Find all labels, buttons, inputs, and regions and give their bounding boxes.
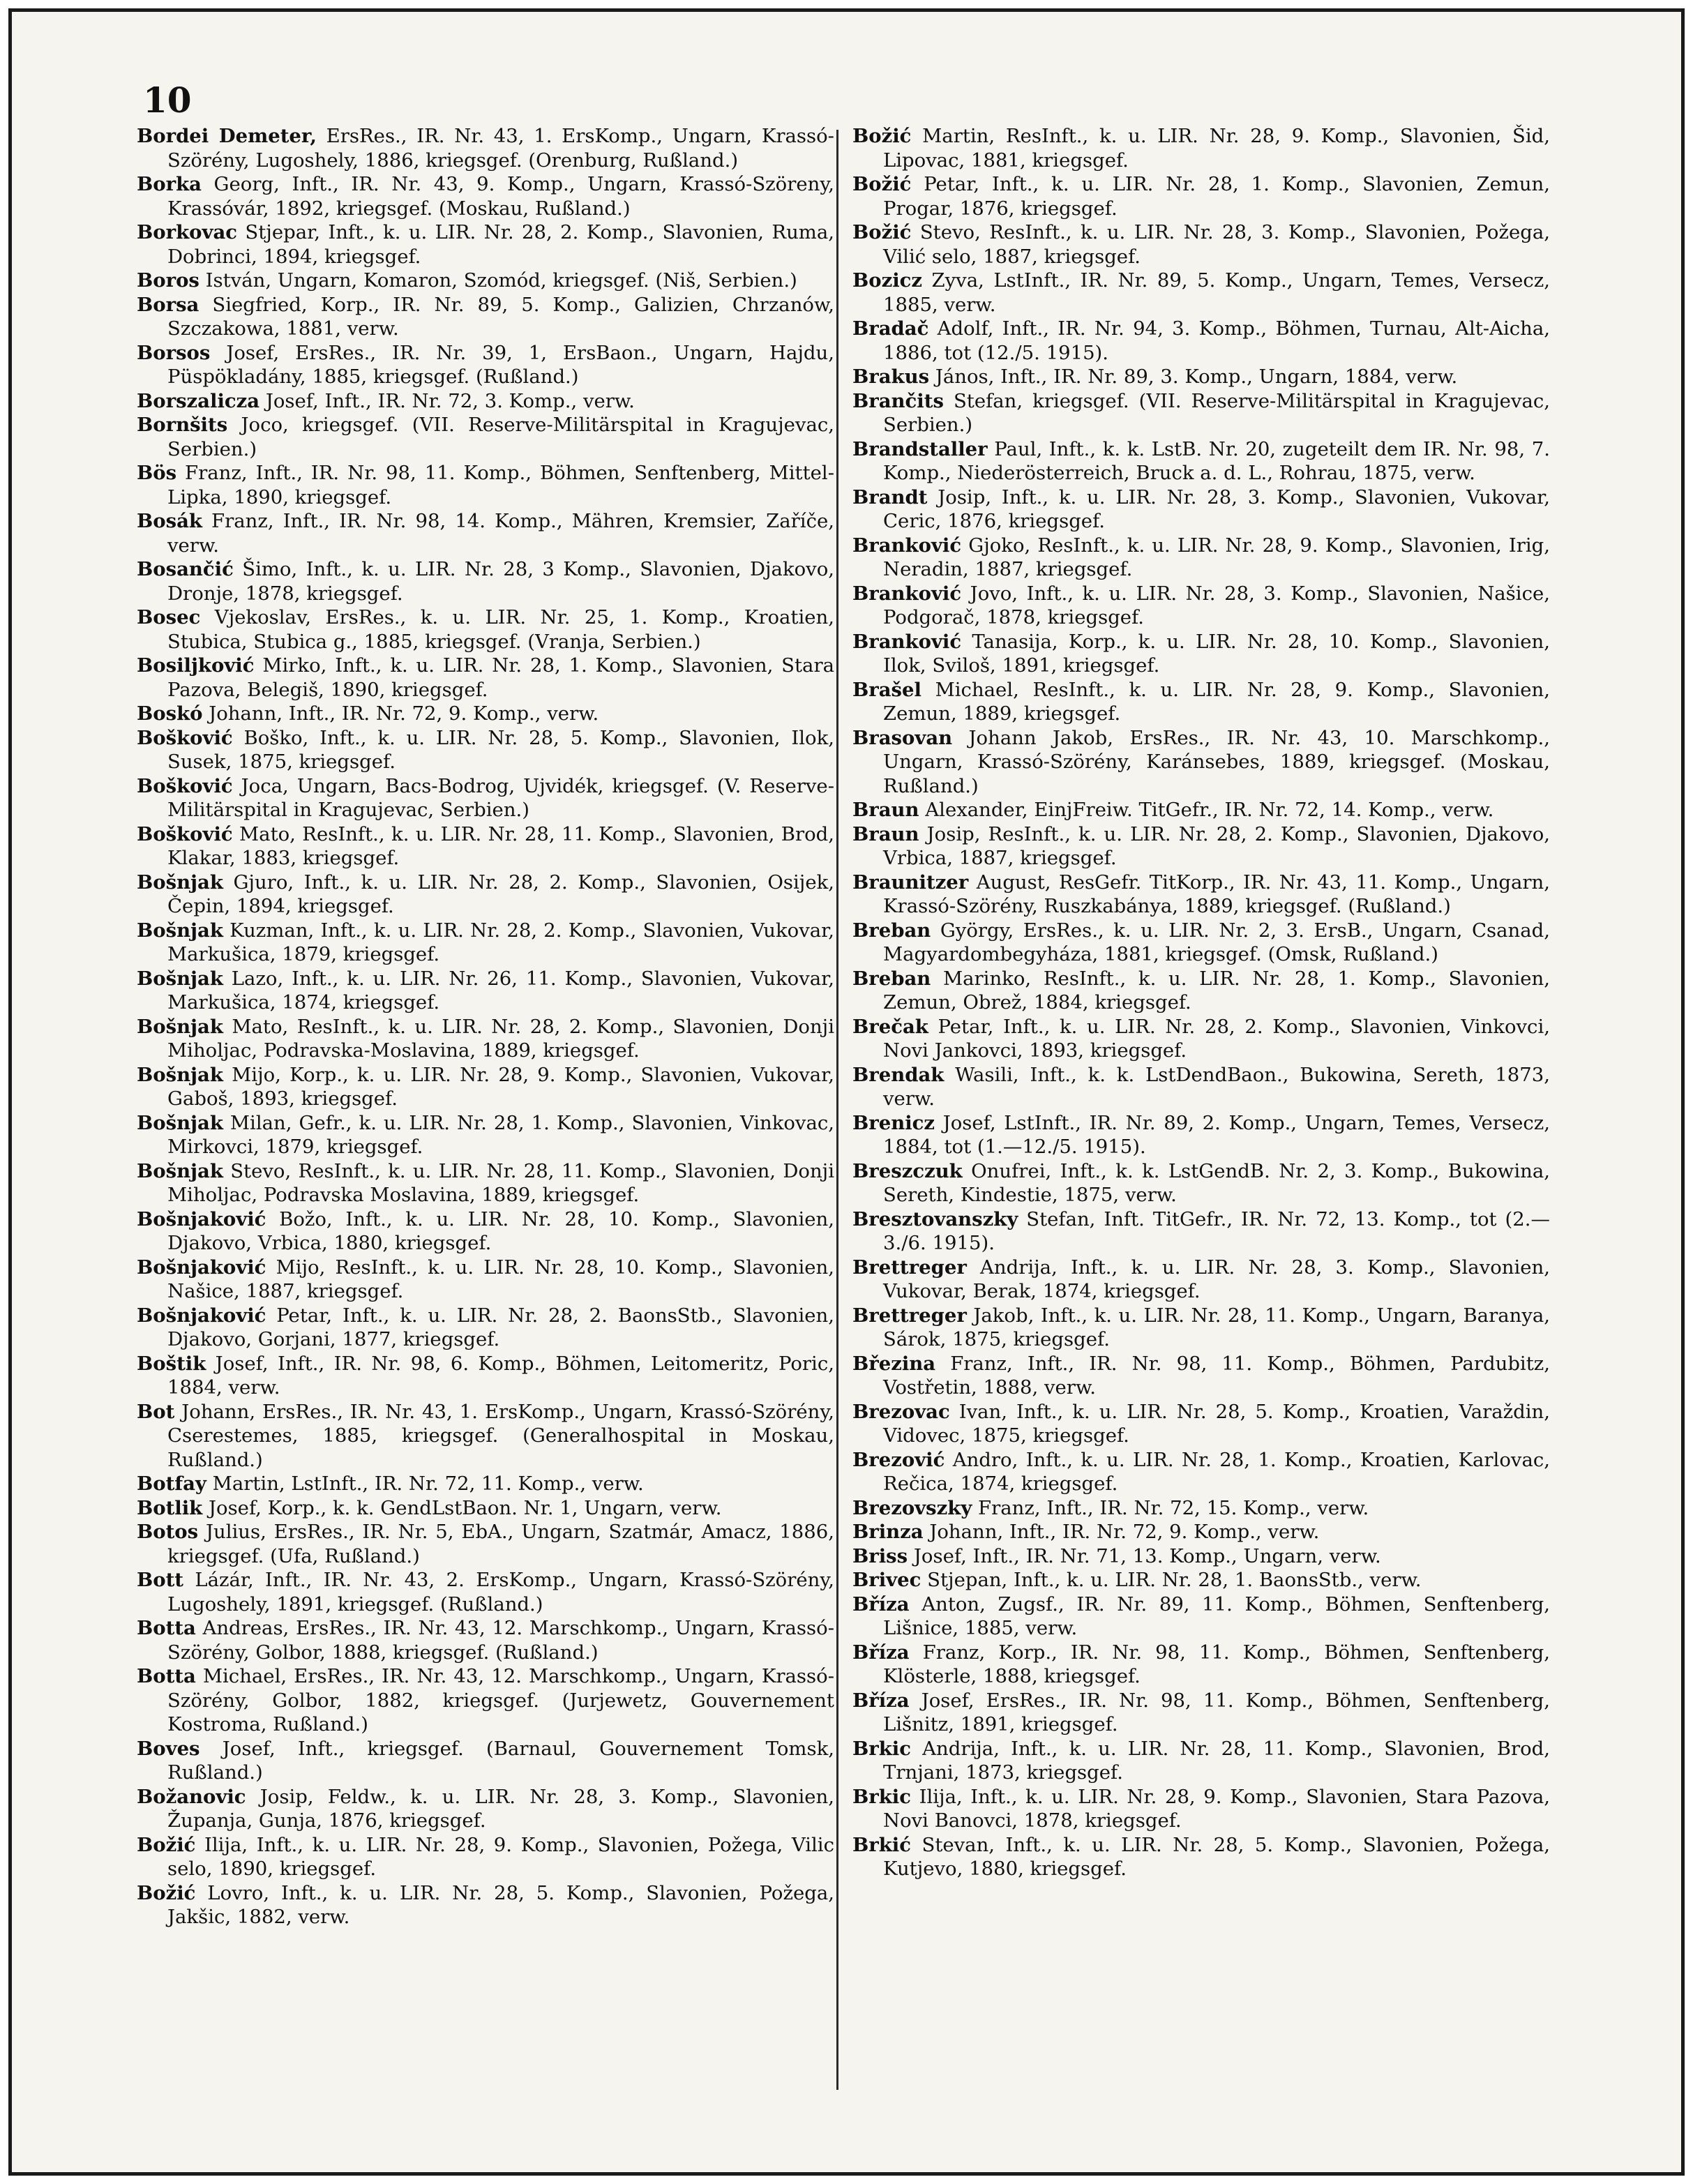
- entry-details: Johann, ErsRes., IR. Nr. 43, 1. ErsKomp., Ungarn, Krassó-Szörény, Cserestemes, 1885, kriegsgef. (Generalhospital in Moskau, Rußland.): [167, 1400, 834, 1471]
- register-entry: [137, 605, 834, 654]
- register-entry: [137, 293, 834, 341]
- register-entry: [137, 1207, 834, 1256]
- register-entry: [852, 630, 1550, 678]
- entry-surname: Brandt: [852, 485, 928, 509]
- entry-surname: Bošnjak: [137, 1111, 223, 1134]
- entry-surname: Božić: [852, 125, 912, 147]
- entry-surname: Božić: [852, 221, 912, 243]
- entry-surname: Březina: [852, 1352, 936, 1375]
- register-entry: [852, 1304, 1550, 1352]
- entry-details: Petar, Inft., k. u. LIR. Nr. 28, 2. Komp., Slavonien, Vinkovci, Novi Jankovci, 1893, kriegsgef.: [883, 1015, 1550, 1062]
- register-entry: [852, 1520, 1550, 1544]
- entry-details: Josip, ResInft., k. u. LIR. Nr. 28, 2. Komp., Slavonien, Djakovo, Vrbica, 1887, kriegsgef.: [883, 822, 1550, 869]
- entry-surname: Bošnjak: [137, 871, 223, 894]
- entry-details: Mato, ResInft., k. u. LIR. Nr. 28, 11. Komp., Slavonien, Brod, Klakar, 1883, kriegsgef.: [167, 822, 834, 869]
- entry-details: Stefan, kriegsgef. (VII. Reserve-Militärspital in Kragujevac, Serbien.): [883, 389, 1550, 436]
- entry-details: Paul, Inft., k. k. LstB. Nr. 20, zugeteilt dem IR. Nr. 98, 7. Komp., Niederösterreich, Bruck a. d. L., Rohrau, 1875, verw.: [883, 437, 1550, 484]
- register-entry: [852, 582, 1550, 630]
- entry-surname: Bošnjak: [137, 1015, 223, 1038]
- entry-surname: Brkic: [852, 1737, 911, 1760]
- entry-details: Siegfried, Korp., IR. Nr. 89, 5. Komp., Galizien, Chrzanów, Szczakowa, 1881, verw.: [167, 293, 834, 340]
- register-entry: [137, 172, 834, 220]
- register-entry: [137, 341, 834, 389]
- register-entry: [137, 1568, 834, 1616]
- entry-surname: Brkić: [852, 1833, 911, 1856]
- entry-surname: Borsa: [137, 293, 200, 316]
- entry-surname: Bošnjaković: [137, 1304, 266, 1327]
- entry-surname: Botta: [137, 1665, 196, 1687]
- entry-details: Josef, ErsRes., IR. Nr. 39, 1, ErsBaon., Ungarn, Hajdu, Püspökladány, 1885, kriegsgef. (Rußland.): [167, 341, 834, 388]
- entry-details: Johann Jakob, ErsRes., IR. Nr. 43, 10. Marschkomp., Ungarn, Krassó-Szörény, Karánsebes, 1889, kriegsgef. (Moskau, Rußland.): [883, 726, 1550, 797]
- entry-surname: Brašel: [852, 678, 921, 701]
- register-entry: [137, 726, 834, 774]
- register-entry: [137, 702, 834, 726]
- entry-surname: Brandstaller: [852, 437, 988, 460]
- entry-details: Josip, Feldw., k. u. LIR. Nr. 28, 3. Komp., Slavonien, Županja, Gunja, 1876, kriegsgef.: [167, 1785, 834, 1832]
- entry-surname: Braun: [852, 799, 919, 821]
- register-entry: [852, 172, 1550, 220]
- entry-details: Andreas, ErsRes., IR. Nr. 43, 12. Marschkomp., Ungarn, Krassó-Szörény, Golbor, 1888, kriegsgef. (Rußland.): [167, 1617, 834, 1664]
- entry-details: Josef, Inft., IR. Nr. 71, 13. Komp., Ungarn, verw.: [908, 1544, 1381, 1567]
- entry-details: Mijo, ResInft., k. u. LIR. Nr. 28, 10. Komp., Slavonien, Našice, 1887, kriegsgef.: [167, 1256, 834, 1302]
- register-entry: [852, 822, 1550, 871]
- register-entry: [137, 774, 834, 822]
- entry-details: Andrija, Inft., k. u. LIR. Nr. 28, 11. Komp., Slavonien, Brod, Trnjani, 1873, kriegsgef.: [883, 1737, 1550, 1784]
- entry-details: ErsRes., IR. Nr. 43, 1. ErsKomp., Ungarn, Krassó-Szörény, Lugoshely, 1886, kriegsgef. (Orenburg, Rußland.): [167, 125, 834, 172]
- right-column: [852, 124, 1550, 1881]
- entry-surname: Brezovac: [852, 1400, 950, 1423]
- entry-details: Božo, Inft., k. u. LIR. Nr. 28, 10. Komp., Slavonien, Djakovo, Vrbica, 1880, kriegsgef.: [167, 1207, 834, 1254]
- register-entry: [137, 871, 834, 919]
- entry-surname: Boros: [137, 269, 200, 292]
- entry-details: Tanasija, Korp., k. u. LIR. Nr. 28, 10. Komp., Slavonien, Ilok, Sviloš, 1891, kriegsgef.: [883, 630, 1550, 677]
- register-entry: [852, 871, 1550, 919]
- register-entry: [852, 919, 1550, 967]
- register-entry: [852, 1544, 1550, 1569]
- entry-surname: Božanovic: [137, 1785, 246, 1808]
- entry-surname: Bosančić: [137, 558, 234, 580]
- entry-surname: Boves: [137, 1737, 200, 1760]
- entry-details: Josef, LstInft., IR. Nr. 89, 2. Komp., Ungarn, Temes, Versecz, 1884, tot (1.—12./5. 1915).: [883, 1111, 1550, 1158]
- entry-details: Adolf, Inft., IR. Nr. 94, 3. Komp., Böhmen, Turnau, Alt-Aicha, 1886, tot (12./5. 1915).: [883, 317, 1550, 364]
- entry-details: Ilija, Inft., k. u. LIR. Nr. 28, 9. Komp., Slavonien, Stara Pazova, Novi Banovci, 1878, kriegsgef.: [883, 1785, 1550, 1832]
- entry-details: Stevo, ResInft., k. u. LIR. Nr. 28, 3. Komp., Slavonien, Požega, Vilić selo, 1887, kriegsgef.: [883, 221, 1550, 268]
- entry-details: Joca, Ungarn, Bacs-Bodrog, Ujvidék, kriegsgef. (V. Reserve-Militärspital in Kragujevac, Serbien.): [167, 774, 834, 821]
- register-entry: [852, 1256, 1550, 1304]
- entry-details: Josip, Inft., k. u. LIR. Nr. 28, 3. Komp., Slavonien, Vukovar, Ceric, 1876, kriegsgef.: [883, 485, 1550, 532]
- entry-surname: Bříza: [852, 1592, 910, 1616]
- entry-details: Ilija, Inft., k. u. LIR. Nr. 28, 9. Komp., Slavonien, Požega, Vilic selo, 1890, kriegsgef.: [167, 1833, 834, 1880]
- entry-details: Josef, ErsRes., IR. Nr. 98, 11. Komp., Böhmen, Senftenberg, Lišnitz, 1891, kriegsgef.: [883, 1689, 1550, 1735]
- entry-surname: Botfay: [137, 1473, 206, 1495]
- register-entry: [852, 1496, 1550, 1521]
- entry-surname: Bosec: [137, 606, 201, 628]
- entry-details: Franz, Inft., IR. Nr. 98, 11. Komp., Böhmen, Senftenberg, Mittel-Lipka, 1890, kriegsgef.: [167, 462, 834, 509]
- entry-details: August, ResGefr. TitKorp., IR. Nr. 43, 11. Komp., Ungarn, Krassó-Szörény, Ruszkabánya, 1889, kriegsgef. (Rußland.): [883, 871, 1550, 917]
- entry-details: Michael, ErsRes., IR. Nr. 43, 12. Marschkomp., Ungarn, Krassó-Szörény, Golbor, 1882, kriegsgef. (Jurjewetz, Gouvernement Kostroma, Rußland.): [167, 1665, 834, 1735]
- entry-surname: Breszczuk: [852, 1159, 963, 1182]
- entry-details: Franz, Inft., IR. Nr. 98, 14. Komp., Mähren, Kremsier, Zaříče, verw.: [167, 510, 834, 557]
- entry-surname: Bošković: [137, 774, 233, 797]
- entry-details: Boško, Inft., k. u. LIR. Nr. 28, 5. Komp., Slavonien, Ilok, Susek, 1875, kriegsgef.: [167, 726, 834, 773]
- entry-surname: Brečak: [852, 1015, 928, 1038]
- register-entry: [852, 485, 1550, 534]
- register-entry: [852, 726, 1550, 799]
- entry-details: Petar, Inft., k. u. LIR. Nr. 28, 1. Komp., Slavonien, Zemun, Progar, 1876, kriegsgef.: [883, 173, 1550, 220]
- register-entry: [137, 1015, 834, 1063]
- entry-details: Šimo, Inft., k. u. LIR. Nr. 28, 3 Komp., Slavonien, Djakovo, Dronje, 1878, kriegsgef.: [167, 558, 834, 605]
- register-entry: [852, 1111, 1550, 1159]
- entry-surname: Botta: [137, 1617, 196, 1639]
- register-entry: [852, 1207, 1550, 1256]
- entry-details: Ivan, Inft., k. u. LIR. Nr. 28, 5. Komp., Kroatien, Varaždin, Vidovec, 1875, kriegsgef.: [883, 1400, 1550, 1447]
- register-entry: [137, 1472, 834, 1496]
- register-entry: [137, 1881, 834, 1929]
- entry-surname: Božić: [852, 173, 912, 195]
- entry-details: Martin, LstInft., IR. Nr. 72, 11. Komp., verw.: [206, 1473, 644, 1495]
- entry-details: Johann, Inft., IR. Nr. 72, 9. Komp., verw.: [202, 702, 599, 725]
- entry-surname: Božić: [137, 1881, 196, 1904]
- entry-surname: Boskó: [137, 702, 203, 725]
- entry-surname: Bös: [137, 462, 177, 484]
- entry-surname: Bošnjak: [137, 967, 223, 990]
- entry-surname: Brakus: [852, 366, 930, 388]
- register-entry: [137, 1737, 834, 1785]
- entry-details: Julius, ErsRes., IR. Nr. 5, EbA., Ungarn, Szatmár, Amacz, 1886, kriegsgef. (Ufa, Rußland.): [167, 1521, 834, 1567]
- register-entry: [137, 1304, 834, 1352]
- entry-surname: Bosák: [137, 510, 202, 532]
- register-entry: [852, 1159, 1550, 1207]
- register-entry: [137, 1616, 834, 1664]
- register-entry: [852, 1689, 1550, 1737]
- entry-details: István, Ungarn, Komaron, Szomód, kriegsgef. (Niš, Serbien.): [199, 269, 797, 292]
- register-entry: [137, 220, 834, 269]
- entry-surname: Brezovszky: [852, 1496, 972, 1519]
- entry-surname: Borkovac: [137, 221, 238, 243]
- entry-surname: Brasovan: [852, 726, 953, 749]
- entry-surname: Bříza: [852, 1689, 910, 1712]
- entry-surname: Bošnjaković: [137, 1256, 266, 1279]
- entry-surname: Bordei Demeter,: [137, 125, 317, 147]
- entry-surname: Brendak: [852, 1063, 945, 1086]
- entry-surname: Breban: [852, 967, 931, 990]
- entry-details: Josef, Inft., kriegsgef. (Barnaul, Gouvernement Tomsk, Rußland.): [167, 1737, 834, 1784]
- entry-details: Jakob, Inft., k. u. LIR. Nr. 28, 11. Komp., Ungarn, Baranya, Sárok, 1875, kriegsgef.: [883, 1304, 1550, 1350]
- entry-surname: Braun: [852, 822, 919, 845]
- register-entry: [852, 365, 1550, 389]
- register-entry: [852, 1592, 1550, 1641]
- register-entry: [137, 1520, 834, 1568]
- register-entry: [852, 1833, 1550, 1881]
- entry-surname: Bornšits: [137, 414, 228, 436]
- register-entry: [137, 1400, 834, 1473]
- register-entry: [137, 1063, 834, 1111]
- entry-surname: Botos: [137, 1521, 199, 1543]
- register-entry: [137, 1664, 834, 1737]
- register-entry: [137, 1352, 834, 1400]
- entry-details: Stefan, Inft. TitGefr., IR. Nr. 72, 13. Komp., tot (2.—3./6. 1915).: [883, 1207, 1550, 1254]
- entry-surname: Brettreger: [852, 1256, 967, 1279]
- entry-details: Michael, ResInft., k. u. LIR. Nr. 28, 9. Komp., Slavonien, Zemun, 1889, kriegsgef.: [883, 678, 1550, 725]
- entry-surname: Bošnjak: [137, 1063, 223, 1086]
- entry-surname: Bosiljković: [137, 654, 255, 677]
- register-entry: [852, 1641, 1550, 1689]
- left-column: [137, 124, 834, 1929]
- register-entry: [852, 1015, 1550, 1063]
- register-entry: [137, 1159, 834, 1207]
- register-entry: [137, 413, 834, 461]
- entry-surname: Branković: [852, 534, 962, 557]
- entry-surname: Bradač: [852, 317, 929, 340]
- entry-details: Marinko, ResInft., k. u. LIR. Nr. 28, 1. Komp., Slavonien, Zemun, Obrež, 1884, kriegsgef.: [883, 967, 1550, 1014]
- entry-surname: Bošnjak: [137, 1159, 223, 1182]
- entry-details: Franz, Inft., IR. Nr. 72, 15. Komp., verw.: [972, 1496, 1369, 1519]
- entry-surname: Brenicz: [852, 1111, 935, 1134]
- entry-surname: Bozicz: [852, 269, 923, 292]
- entry-surname: Bott: [137, 1569, 183, 1591]
- register-entry: [852, 1400, 1550, 1448]
- register-entry: [137, 509, 834, 557]
- entry-surname: Branković: [852, 582, 962, 605]
- entry-surname: Božić: [137, 1833, 196, 1856]
- entry-details: Andrija, Inft., k. u. LIR. Nr. 28, 3. Komp., Slavonien, Vukovar, Berak, 1874, kriegsgef.: [883, 1256, 1550, 1302]
- entry-details: Zyva, LstInft., IR. Nr. 89, 5. Komp., Ungarn, Temes, Versecz, 1885, verw.: [883, 269, 1550, 316]
- register-entry: [852, 1737, 1550, 1785]
- register-entry: [852, 534, 1550, 582]
- register-entry: [137, 461, 834, 509]
- register-entry: [137, 389, 834, 414]
- entry-details: Milan, Gefr., k. u. LIR. Nr. 28, 1. Komp., Slavonien, Vinkovac, Mirkovci, 1879, kriegsgef.: [167, 1111, 834, 1158]
- entry-details: Lovro, Inft., k. u. LIR. Nr. 28, 5. Komp., Slavonien, Požega, Jakšic, 1882, verw.: [167, 1881, 834, 1928]
- entry-details: Alexander, EinjFreiw. TitGefr., IR. Nr. 72, 14. Komp., verw.: [919, 799, 1494, 821]
- entry-details: Andro, Inft., k. u. LIR. Nr. 28, 1. Komp., Kroatien, Karlovac, Rečica, 1874, kriegsgef.: [883, 1448, 1550, 1495]
- entry-surname: Branković: [852, 630, 962, 653]
- register-entry: [137, 1496, 834, 1521]
- entry-details: Petar, Inft., k. u. LIR. Nr. 28, 2. BaonsStb., Slavonien, Djakovo, Gorjani, 1877, kriegsgef.: [167, 1304, 834, 1350]
- entry-details: Stjepan, Inft., k. u. LIR. Nr. 28, 1. BaonsStb., verw.: [921, 1569, 1422, 1591]
- entry-details: Josef, Inft., IR. Nr. 72, 3. Komp., verw.: [259, 389, 635, 412]
- entry-details: Johann, Inft., IR. Nr. 72, 9. Komp., verw.: [923, 1521, 1320, 1543]
- entry-details: Gjuro, Inft., k. u. LIR. Nr. 28, 2. Komp., Slavonien, Osijek, Čepin, 1894, kriegsgef.: [167, 871, 834, 917]
- entry-surname: Botlik: [137, 1496, 203, 1519]
- register-entry: [852, 269, 1550, 317]
- entry-surname: Bresztovanszky: [852, 1207, 1018, 1230]
- register-entry: [137, 1833, 834, 1881]
- entry-details: Onufrei, Inft., k. k. LstGendB. Nr. 2, 3. Komp., Bukowina, Sereth, Kindestie, 1875, verw.: [883, 1159, 1550, 1206]
- register-entry: [852, 1785, 1550, 1833]
- entry-surname: Bošnjak: [137, 919, 223, 942]
- register-entry: [852, 389, 1550, 437]
- register-entry: [852, 678, 1550, 726]
- entry-details: Josef, Inft., IR. Nr. 98, 6. Komp., Böhmen, Leitomeritz, Poric, 1884, verw.: [167, 1352, 834, 1399]
- entry-details: Stjepar, Inft., k. u. LIR. Nr. 28, 2. Komp., Slavonien, Ruma, Dobrinci, 1894, kriegsgef.: [167, 221, 834, 268]
- entry-surname: Bot: [137, 1400, 175, 1423]
- entry-surname: Borszalicza: [137, 389, 260, 412]
- entry-details: Kuzman, Inft., k. u. LIR. Nr. 28, 2. Komp., Slavonien, Vukovar, Markušica, 1879, kriegsgef.: [167, 919, 834, 965]
- entry-details: Franz, Inft., IR. Nr. 98, 11. Komp., Böhmen, Pardubitz, Vostřetin, 1888, verw.: [883, 1352, 1550, 1399]
- entry-details: Vjekoslav, ErsRes., k. u. LIR. Nr. 25, 1. Komp., Kroatien, Stubica, Stubica g., 1885, kriegsgef. (Vranja, Serbien.): [167, 606, 834, 653]
- register-entry: [852, 1448, 1550, 1496]
- entry-details: Mijo, Korp., k. u. LIR. Nr. 28, 9. Komp., Slavonien, Vukovar, Gaboš, 1893, kriegsgef.: [167, 1063, 834, 1110]
- entry-details: János, Inft., IR. Nr. 89, 3. Komp., Ungarn, 1884, verw.: [929, 366, 1458, 388]
- entry-surname: Borka: [137, 173, 202, 195]
- entry-details: Lazo, Inft., k. u. LIR. Nr. 26, 11. Komp., Slavonien, Vukovar, Markušica, 1874, kriegsgef.: [167, 967, 834, 1014]
- entry-details: Anton, Zugsf., IR. Nr. 89, 11. Komp., Böhmen, Senftenberg, Lišnice, 1885, verw.: [883, 1592, 1550, 1639]
- entry-details: Mato, ResInft., k. u. LIR. Nr. 28, 2. Komp., Slavonien, Donji Miholjac, Podravska-Moslavina, 1889, kriegsgef.: [167, 1015, 834, 1062]
- register-entry: [852, 124, 1550, 172]
- register-entry: [137, 557, 834, 605]
- entry-surname: Braunitzer: [852, 871, 969, 894]
- entry-surname: Borsos: [137, 341, 211, 364]
- entry-surname: Briss: [852, 1544, 908, 1567]
- register-entry: [852, 317, 1550, 365]
- entry-surname: Brančits: [852, 389, 944, 412]
- register-entry: [137, 919, 834, 967]
- entry-details: Martin, ResInft., k. u. LIR. Nr. 28, 9. Komp., Slavonien, Šid, Lipovac, 1881, kriegsgef.: [883, 125, 1550, 172]
- register-entry: [852, 1352, 1550, 1400]
- entry-details: Franz, Korp., IR. Nr. 98, 11. Komp., Böhmen, Senftenberg, Klösterle, 1888, kriegsgef.: [883, 1641, 1550, 1687]
- entry-surname: Brkic: [852, 1785, 911, 1808]
- register-entry: [852, 437, 1550, 485]
- entry-details: Mirko, Inft., k. u. LIR. Nr. 28, 1. Komp., Slavonien, Stara Pazova, Belegiš, 1890, kriegsgef.: [167, 654, 834, 701]
- entry-details: Josef, Korp., k. k. GendLstBaon. Nr. 1, Ungarn, verw.: [202, 1496, 722, 1519]
- entry-details: Georg, Inft., IR. Nr. 43, 9. Komp., Ungarn, Krassó-Szöreny, Krassóvár, 1892, kriegsgef. (Moskau, Rußland.): [167, 173, 834, 220]
- register-entry: [852, 1568, 1550, 1592]
- register-entry: [137, 124, 834, 172]
- column-divider: [836, 130, 838, 2090]
- register-entry: [137, 654, 834, 702]
- entry-surname: Bošković: [137, 822, 233, 845]
- entry-surname: Bošković: [137, 726, 233, 749]
- page-number: 10: [143, 80, 192, 121]
- register-entry: [852, 798, 1550, 822]
- register-entry: [852, 1063, 1550, 1111]
- register-entry: [137, 1111, 834, 1159]
- entry-details: Lázár, Inft., IR. Nr. 43, 2. ErsKomp., Ungarn, Krassó-Szörény, Lugoshely, 1891, kriegsgef. (Rußland.): [167, 1569, 834, 1616]
- register-entry: [137, 1256, 834, 1304]
- entry-details: György, ErsRes., k. u. LIR. Nr. 2, 3. ErsB., Ungarn, Csanad, Magyardombegyháza, 1881, kriegsgef. (Omsk, Rußland.): [883, 919, 1550, 965]
- entry-surname: Brivec: [852, 1569, 921, 1591]
- entry-surname: Bošnjaković: [137, 1207, 266, 1230]
- entry-surname: Bříza: [852, 1641, 910, 1664]
- entry-details: Gjoko, ResInft., k. u. LIR. Nr. 28, 9. Komp., Slavonien, Irig, Neradin, 1887, kriegsgef.: [883, 534, 1550, 580]
- entry-details: Joco, kriegsgef. (VII. Reserve-Militärspital in Kragujevac, Serbien.): [167, 414, 834, 460]
- entry-details: Stevo, ResInft., k. u. LIR. Nr. 28, 11. Komp., Slavonien, Donji Miholjac, Podravska Moslavina, 1889, kriegsgef.: [167, 1159, 834, 1206]
- register-entry: [852, 967, 1550, 1015]
- register-entry: [137, 967, 834, 1015]
- register-entry: [852, 220, 1550, 269]
- register-entry: [137, 269, 834, 293]
- entry-surname: Brezović: [852, 1448, 945, 1471]
- entry-surname: Boštik: [137, 1352, 206, 1375]
- entry-surname: Breban: [852, 919, 931, 942]
- entry-details: Stevan, Inft., k. u. LIR. Nr. 28, 5. Komp., Slavonien, Požega, Kutjevo, 1880, kriegsgef.: [883, 1833, 1550, 1880]
- register-entry: [137, 822, 834, 871]
- entry-surname: Brettreger: [852, 1304, 967, 1327]
- entry-details: Jovo, Inft., k. u. LIR. Nr. 28, 3. Komp., Slavonien, Našice, Podgorač, 1878, kriegsgef.: [883, 582, 1550, 628]
- entry-details: Wasili, Inft., k. k. LstDendBaon., Bukowina, Sereth, 1873, verw.: [883, 1063, 1550, 1110]
- register-entry: [137, 1785, 834, 1833]
- entry-surname: Brinza: [852, 1521, 924, 1543]
